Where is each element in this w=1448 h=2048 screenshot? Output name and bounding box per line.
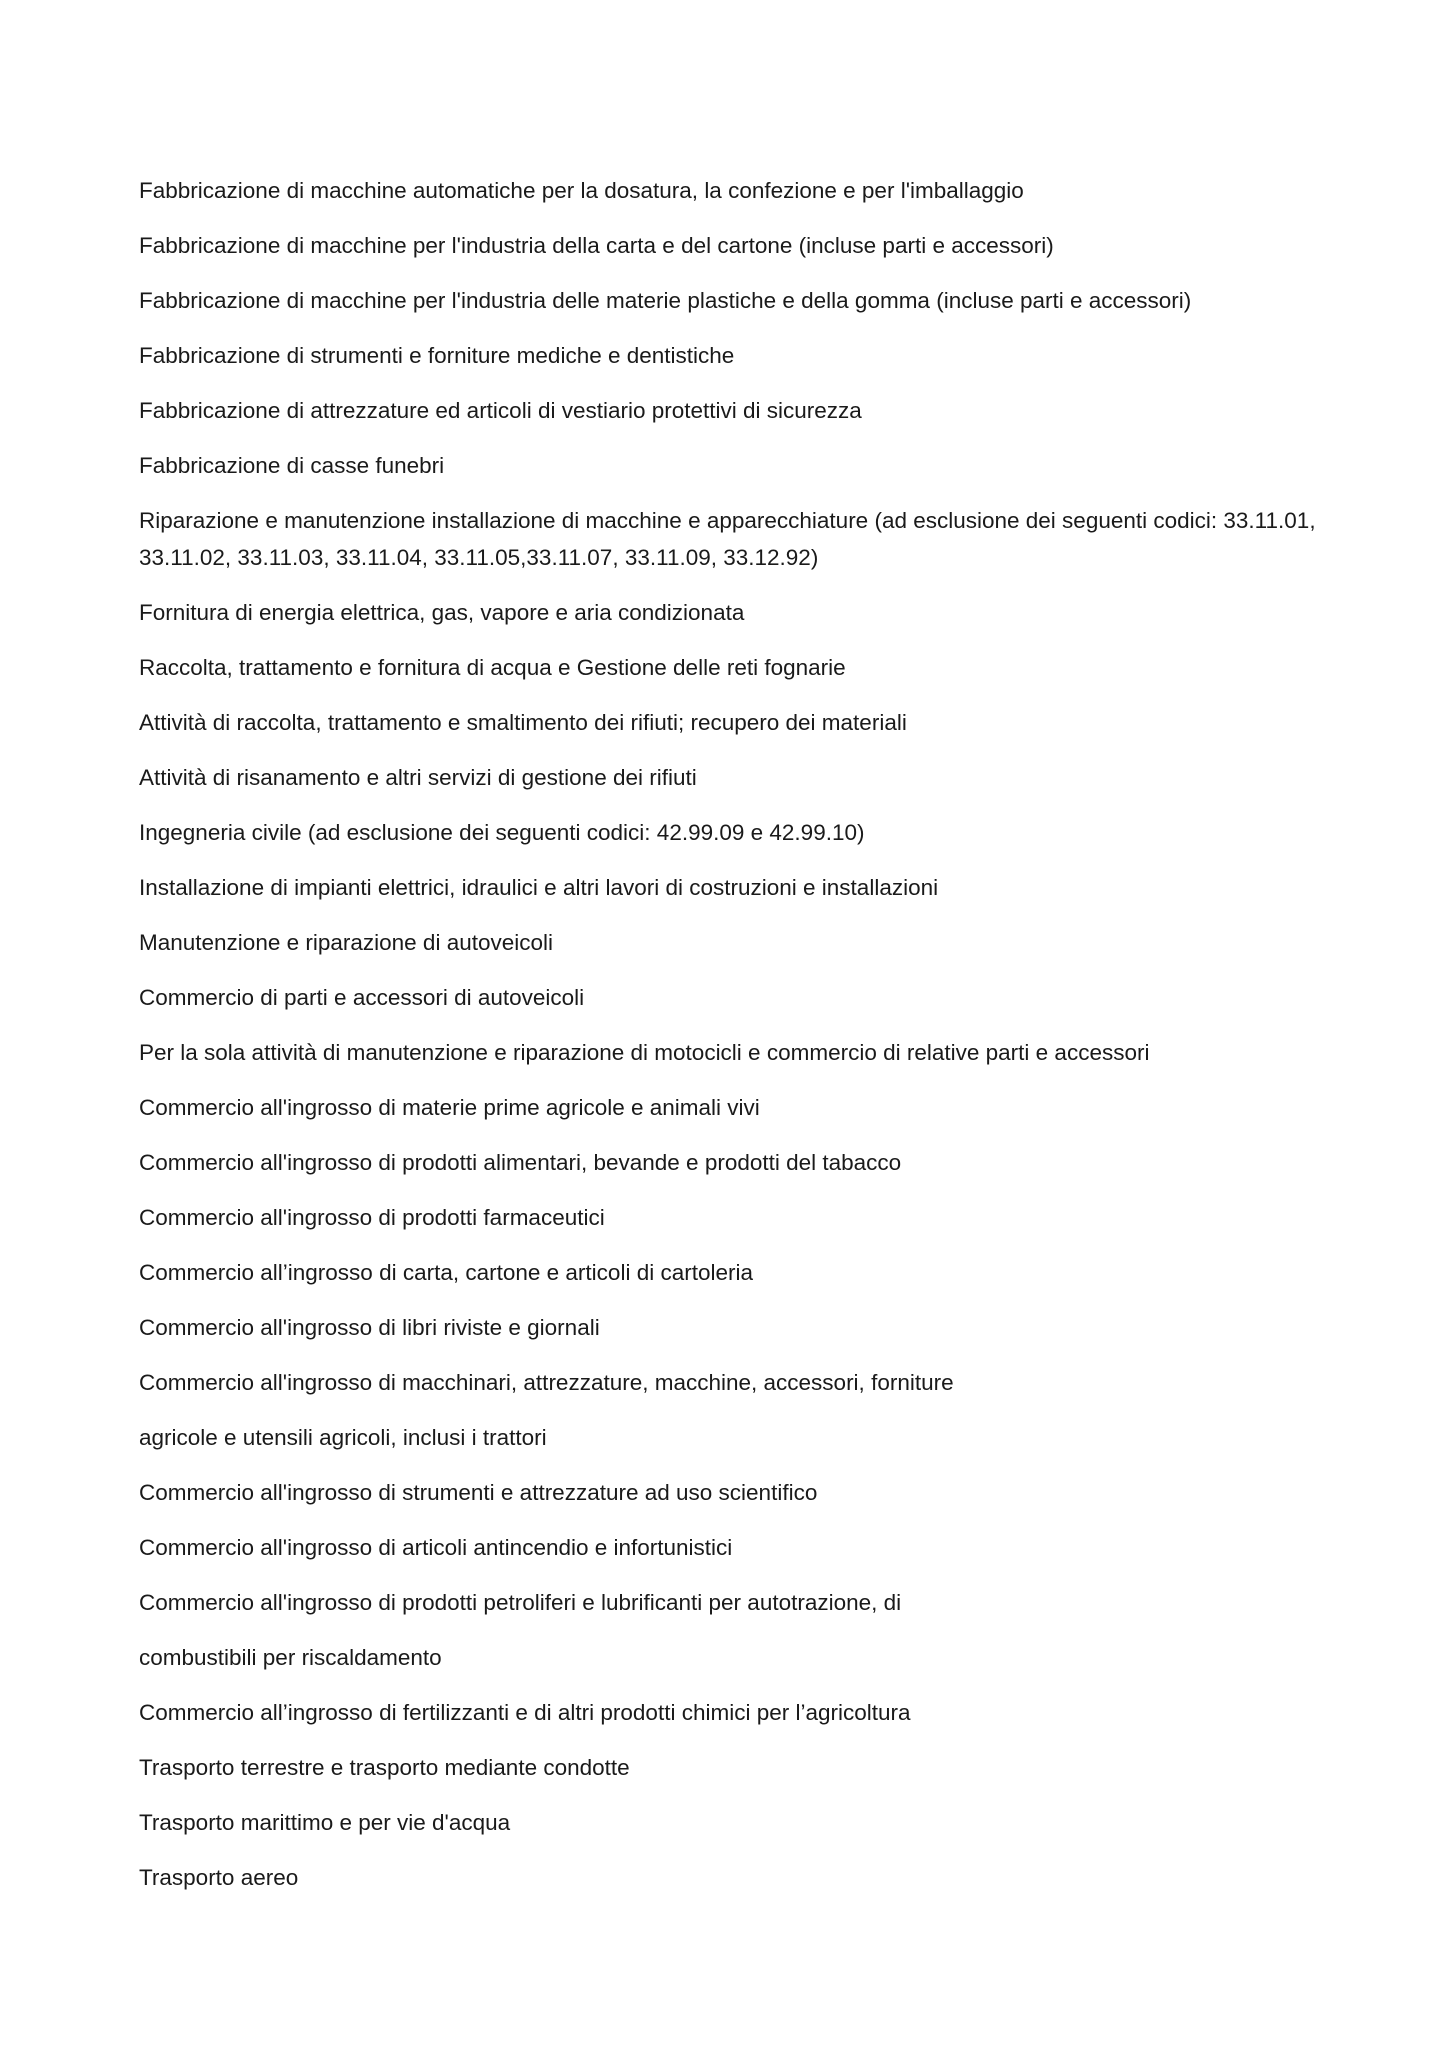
list-item: Per la sola attività di manutenzione e riparazione di motocicli e commercio di relative parti e accessori <box>139 1040 1150 1065</box>
list-item: Fabbricazione di macchine per l'industria delle materie plastiche e della gomma (incluse parti e accessori) <box>139 288 1192 313</box>
list-item: Commercio all’ingrosso di carta, cartone e articoli di cartoleria <box>139 1260 753 1285</box>
list-item: Trasporto aereo <box>139 1865 299 1890</box>
list-item: combustibili per riscaldamento <box>139 1645 442 1670</box>
list-item: agricole e utensili agricoli, inclusi i trattori <box>139 1425 547 1450</box>
list-item: Fabbricazione di strumenti e forniture mediche e dentistiche <box>139 343 735 368</box>
list-item: Installazione di impianti elettrici, idraulici e altri lavori di costruzioni e installazioni <box>139 875 939 900</box>
list-item: Fornitura di energia elettrica, gas, vapore e aria condizionata <box>139 600 745 625</box>
activity-list <box>139 172 1339 1914</box>
list-item: Commercio all'ingrosso di macchinari, attrezzature, macchine, accessori, forniture <box>139 1370 954 1395</box>
list-item: Riparazione e manutenzione installazione di macchine e apparecchiature (ad esclusione dei seguenti codici: 33.11.01, 33.11.02, 33.11.03, 33.11.04, 33.11.05,33.11.07, 33.11.09, 33.12.92) <box>139 508 1316 570</box>
list-item: Manutenzione e riparazione di autoveicoli <box>139 930 554 955</box>
list-item: Fabbricazione di macchine per l'industria della carta e del cartone (incluse parti e accessori) <box>139 233 1054 258</box>
list-item: Commercio all'ingrosso di prodotti alimentari, bevande e prodotti del tabacco <box>139 1150 902 1175</box>
list-item: Commercio all'ingrosso di articoli antincendio e infortunistici <box>139 1535 733 1560</box>
list-item: Trasporto terrestre e trasporto mediante condotte <box>139 1755 630 1780</box>
list-item: Commercio all'ingrosso di materie prime agricole e animali vivi <box>139 1095 760 1120</box>
list-item: Raccolta, trattamento e fornitura di acqua e Gestione delle reti fognarie <box>139 655 846 680</box>
list-item: Commercio di parti e accessori di autoveicoli <box>139 985 585 1010</box>
list-item: Commercio all'ingrosso di libri riviste e giornali <box>139 1315 600 1340</box>
list-item: Trasporto marittimo e per vie d'acqua <box>139 1810 511 1835</box>
list-item: Ingegneria civile (ad esclusione dei seguenti codici: 42.99.09 e 42.99.10) <box>139 820 865 845</box>
list-item: Fabbricazione di macchine automatiche per la dosatura, la confezione e per l'imballaggio <box>139 178 1024 203</box>
list-item: Commercio all'ingrosso di prodotti petroliferi e lubrificanti per autotrazione, di <box>139 1590 902 1615</box>
list-item: Attività di risanamento e altri servizi di gestione dei rifiuti <box>139 765 697 790</box>
list-item: Attività di raccolta, trattamento e smaltimento dei rifiuti; recupero dei materiali <box>139 710 907 735</box>
list-item: Commercio all'ingrosso di strumenti e attrezzature ad uso scientifico <box>139 1480 818 1505</box>
list-item: Commercio all'ingrosso di prodotti farmaceutici <box>139 1205 605 1230</box>
list-item: Fabbricazione di casse funebri <box>139 453 445 478</box>
list-item: Commercio all’ingrosso di fertilizzanti e di altri prodotti chimici per l’agricoltura <box>139 1700 911 1725</box>
list-item: Fabbricazione di attrezzature ed articoli di vestiario protettivi di sicurezza <box>139 398 862 423</box>
